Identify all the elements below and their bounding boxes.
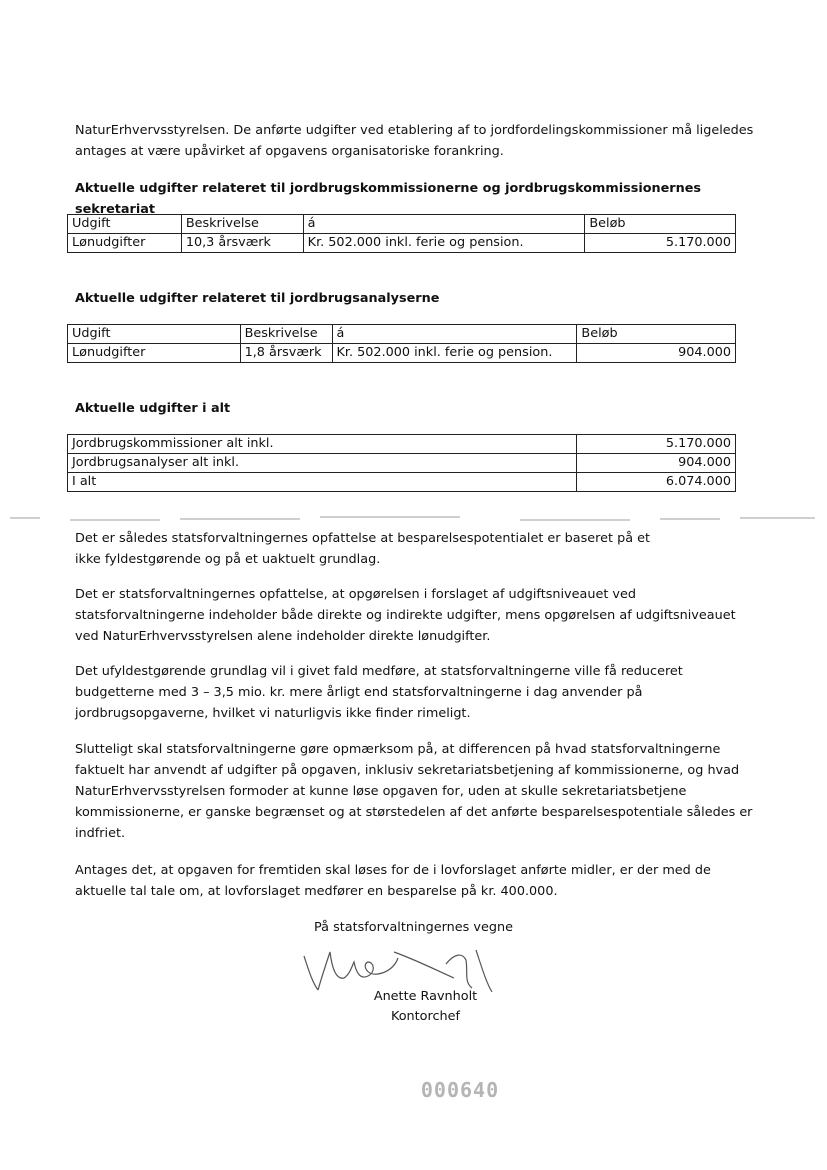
table-cell: Jordbrugsanalyser alt inkl. <box>68 454 577 473</box>
table-row <box>68 435 736 454</box>
section3-heading: Aktuelle udgifter i alt <box>75 401 231 416</box>
table-cell: 10,3 årsværk <box>181 234 303 253</box>
header-cell: Beløb <box>585 215 736 234</box>
signatory-title: Kontorchef <box>390 1009 461 1024</box>
table-cell: Kr. 502.000 inkl. ferie og pension. <box>332 344 577 363</box>
table-cell: Lønudgifter <box>68 234 182 253</box>
scan-noise-strip <box>0 513 827 525</box>
header-cell: Udgift <box>68 215 182 234</box>
section1-heading: Aktuelle udgifter relateret til jordbrugskommissionerne og jordbrugskommissionernes sekretariat <box>75 181 702 217</box>
table-row <box>68 344 736 363</box>
body-paragraph: Slutteligt skal statsforvaltningerne gøre opmærksom på, at differencen på hvad statsforvaltningerne faktuelt har anvendt af udgifter på opgaven, inklusiv sekretariatsbetjening af kommissionerne, og hvad NaturErhvervsstyrelsen formoder at kunne løse opgaven for, uden at skulle sekretariatsbetjene kommissionerne, er ganske begrænset og at størstedelen af det anførte besparelsespotentiale således er indfriet. <box>75 742 753 841</box>
intro-paragraph: NaturErhvervsstyrelsen. De anførte udgifter ved etablering af to jordfordelingskommissioner må ligeledes antages at være upåvirket af opgavens organisatoriske forankring. <box>75 123 754 159</box>
table-cell: Kr. 502.000 inkl. ferie og pension. <box>303 234 585 253</box>
table-row <box>68 325 736 344</box>
on-behalf-line: På statsforvaltningernes vegne <box>314 920 513 935</box>
page-stamp: 000640 <box>420 1078 500 1102</box>
table-cell: Lønudgifter <box>68 344 241 363</box>
table-cell: 1,8 årsværk <box>240 344 332 363</box>
table-row <box>68 454 736 473</box>
amount-cell: 904.000 <box>577 454 736 473</box>
table-cell: Jordbrugskommissioner alt inkl. <box>68 435 577 454</box>
table-cell: I alt <box>68 473 577 492</box>
table-row <box>68 215 736 234</box>
body-paragraph: Det er således statsforvaltningernes opfattelse at besparelsespotentialet er baseret på et ikke fyldestgørende og på et uaktuelt grundlag. <box>75 531 650 567</box>
header-cell: á <box>303 215 585 234</box>
header-cell: Beløb <box>577 325 736 344</box>
totals-table <box>67 434 736 492</box>
amount-cell: 904.000 <box>577 344 736 363</box>
section1-table <box>67 214 736 253</box>
header-cell: Udgift <box>68 325 241 344</box>
amount-cell: 5.170.000 <box>577 435 736 454</box>
header-cell: Beskrivelse <box>181 215 303 234</box>
body-paragraph: Det ufyldestgørende grundlag vil i givet fald medføre, at statsforvaltningerne ville få reduceret budgetterne med 3 – 3,5 mio. kr. mere årligt end statsforvaltningerne i dag anvender på jordbrugsopgaverne, hvilket vi naturligvis ikke finder rimeligt. <box>75 664 683 721</box>
header-cell: Beskrivelse <box>240 325 332 344</box>
header-cell: á <box>332 325 577 344</box>
amount-cell: 5.170.000 <box>585 234 736 253</box>
body-paragraph: Det er statsforvaltningernes opfattelse, at opgørelsen i forslaget af udgiftsniveauet ved statsforvaltningerne indeholder både direkte og indirekte udgifter, mens opgørelsen af udgiftsniveauet ved NaturErhvervsstyrelsen alene indeholder direkte lønudgifter. <box>75 587 736 644</box>
section2-heading: Aktuelle udgifter relateret til jordbrugsanalyserne <box>75 291 440 306</box>
signatory-name: Anette Ravnholt <box>373 989 478 1004</box>
body-paragraph: Antages det, at opgaven for fremtiden skal løses for de i lovforslaget anførte midler, er der med de aktuelle tal tale om, at lovforslaget medfører en besparelse på kr. 400.000. <box>75 863 711 899</box>
table-row <box>68 234 736 253</box>
table-row <box>68 473 736 492</box>
amount-cell: 6.074.000 <box>577 473 736 492</box>
section2-table <box>67 324 736 363</box>
